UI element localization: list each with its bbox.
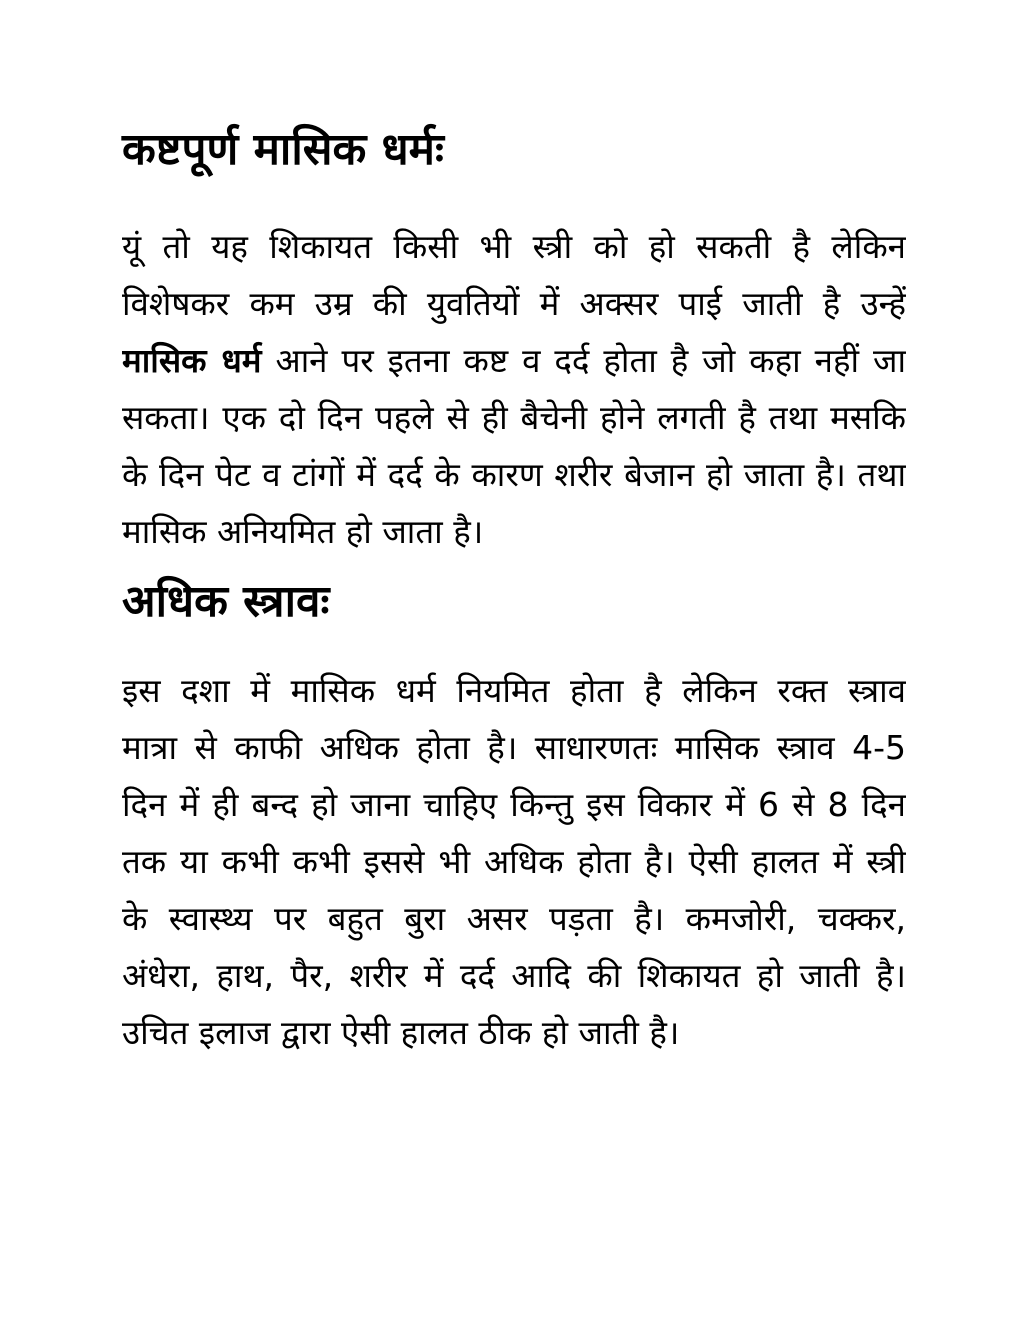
text-line: तक या कभी कभी इससे भी अधिक होता है। ऐसी हालत में स्त्री [122,842,906,881]
text-line: मासिक अनियमित हो जाता है। [122,512,484,551]
text-line: के स्वास्थ्य पर बहुत बुरा असर पड़ता है। कमजोरी, चक्कर, [122,899,906,938]
text-line: इस दशा में मासिक धर्म नियमित होता है लेकिन रक्त स्त्राव [122,671,906,710]
text-line: के दिन पेट व टांगों में दर्द के कारण शरीर बेजान हो जाता है। तथा [122,455,906,494]
heading-excessive-flow: अधिक स्त्रावः [122,576,330,627]
text-line: मात्रा से काफी अधिक होता है। साधारणतः मासिक स्त्राव 4-5 [122,728,906,767]
text-line: सकता। एक दो दिन पहले से ही बैचेनी होने लगती है तथा मसकि [122,398,906,437]
text-line: यूं तो यह शिकायत किसी भी स्त्री को हो सकती है लेकिन [122,227,906,266]
text-line [122,332,906,389]
paragraph-excessive-flow [122,662,906,1061]
text-line: विशेषकर कम उम्र की युवतियों में अक्सर पाई जाती है उन्हें [122,284,906,323]
bold-term-masik-dharm: मासिक धर्म [122,341,262,380]
text-line-rest: आने पर इतना कष्ट व दर्द होता है जो कहा नहीं जा [261,341,906,380]
text-line: दिन में ही बन्द हो जाना चाहिए किन्तु इस विकार में 6 से 8 दिन [122,785,906,824]
text-line: अंधेरा, हाथ, पैर, शरीर में दर्द आदि की शिकायत हो जाती है। [122,956,906,995]
heading-painful-menstruation: कष्टपूर्ण मासिक धर्मः [122,124,444,175]
paragraph-painful-menstruation [122,218,906,560]
text-line: उचित इलाज द्वारा ऐसी हालत ठीक हो जाती है। [122,1013,680,1052]
